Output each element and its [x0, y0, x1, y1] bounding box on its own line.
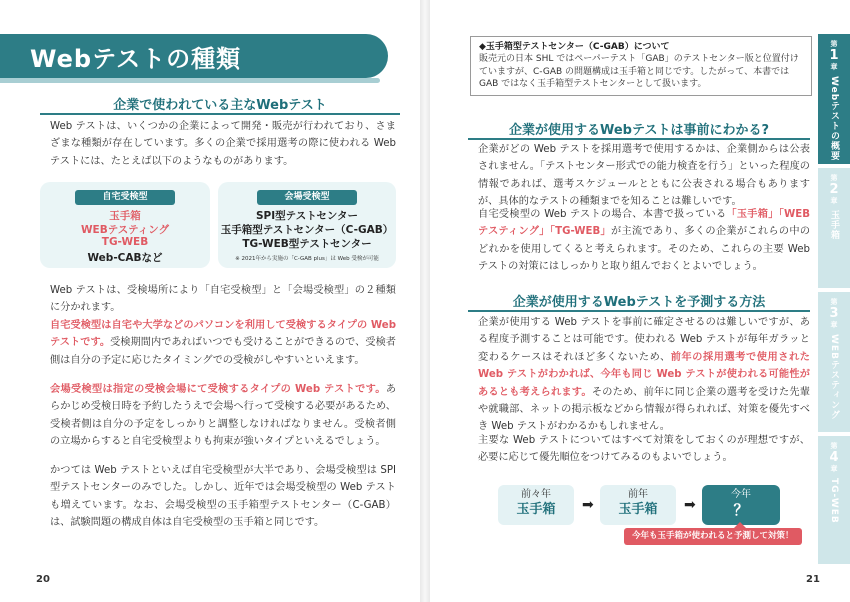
flow-step-two-years-ago — [498, 485, 574, 525]
main-tests-highlight: 「玉手箱」「WEBテスティング」「TG-WEB」 — [478, 209, 810, 238]
body-paragraph: Web テストは、受検場所により「自宅受検型」と「会場受検型」の２種類に分かれます。 — [50, 285, 396, 314]
home-test-tag: 自宅受検型 — [75, 190, 175, 205]
predict-paragraph: 企業が使用する Web テストを事前に確定させるのは難しいですが、ある程度予測することは可能です。使われる Web テストが毎年ガラッと変わるケースはそれほど多くないため、前年の採用選考で使用された Web テストがわかれば、今年も同じ Web テストが使われる可能性があるとも考えられます。そのため、前年に同じ企業の選考を受けた先輩や就職部、ネットの掲示板などから情報が得られれば、対策を優先すべき Web テストがわかるかもしれません。 — [478, 317, 810, 433]
venue-test-paragraph — [40, 381, 396, 451]
section-heading-known-in-advance: 企業が使用するWebテストは事前にわかる? — [508, 123, 770, 138]
intro-paragraph: Web テストは、いくつかの企業によって開発・販売が行われており、さまざまな種類が存在しています。多くの企業で採用選考の際に使われる Web テストには、たとえば以下のようなものがあります。 — [50, 121, 396, 167]
section-heading-underline — [468, 310, 810, 312]
flow-step-label: 今年 — [731, 489, 751, 500]
predict-highlight: 前年の採用選考で使用された Web テストがわかれば、今年も同じ Web テストが使われる可能性があるとも考えられます。 — [478, 351, 810, 398]
flow-step-label: 前年 — [628, 489, 648, 500]
chapter-tab-2[interactable]: 第 2 章 玉手箱 — [818, 168, 850, 288]
cgab-note-title: ◆玉手箱型テストセンター（C-GAB）について — [479, 42, 670, 52]
venue-test-box — [218, 182, 396, 268]
venue-test-highlight: 会場受検型は指定の受検会場にて受検するタイプの Web テストです。 — [50, 384, 386, 395]
chapter-tab-label: WEBテスティング — [829, 334, 839, 420]
home-test-item: Web-CABなど — [87, 252, 163, 264]
flow-step-value: 玉手箱 — [516, 502, 556, 517]
chapter-tab-4[interactable]: 第 4 章 TG-WEB — [818, 436, 850, 564]
venue-test-tag: 会場受検型 — [257, 190, 357, 205]
chapter-tab-label: 玉手箱 — [829, 210, 839, 240]
known-in-advance-paragraph: 企業がどの Web テストを採用選考で使用するかは、企業側からは公表されません。「テストセンター形式での能力検査を行う」といった程度の情報であれば、選考スケジュールとともに公表される場合もありますが、具体的なテストの種類までを知ることは難しいです。 — [478, 144, 810, 208]
venue-test-item: TG-WEB型テストセンター — [242, 238, 372, 250]
home-test-item: 玉手箱 — [109, 210, 141, 222]
venue-test-item: 玉手箱型テストセンター（C-GAB） — [220, 224, 394, 236]
cgab-note-body: 販売元の日本 SHL ではペーパーテスト「GAB」のテストセンター版と位置付けていますが、C-GAB の問題構成は玉手箱と同じです。したがって、本書ではGAB ではなく玉手箱型テストセンターとして扱います。 — [479, 54, 799, 89]
chapter-tab-label: TG-WEB — [829, 478, 839, 524]
arrow-right-icon: ➡ — [684, 497, 696, 513]
flow-step-label: 前々年 — [521, 489, 551, 500]
flow-step-last-year — [600, 485, 676, 525]
page-number-left: 20 — [36, 574, 50, 585]
section-heading-predict: 企業が使用するWebテストを予測する方法 — [512, 295, 766, 310]
chapter-tab-1[interactable]: 第 1 章 Webテストの概要 — [818, 34, 850, 164]
arrow-right-icon: ➡ — [582, 497, 594, 513]
title-banner — [0, 34, 388, 78]
flow-step-this-year — [702, 485, 780, 525]
chapter-tab-3[interactable]: 第 3 章 WEBテスティング — [818, 292, 850, 432]
home-test-text: 受検期間内であればいつでも受けることができるので、受検者側は自分の予定に応じたタイミングでの受検がしやすいといえます。 — [50, 337, 396, 366]
page-title: Webテストの種類 — [30, 45, 242, 73]
section-heading-underline — [468, 138, 810, 140]
venue-test-note: ※ 2021年から実施の「C-GAB plus」は Web 受検が可能 — [235, 256, 379, 262]
chapter-tab-label: Webテストの概要 — [829, 76, 839, 162]
home-test-item: WEBテスティング — [80, 224, 170, 236]
flow-step-value: 玉手箱 — [618, 502, 658, 517]
flow-step-value: ？ — [733, 501, 749, 519]
cgab-note-box — [470, 36, 812, 96]
main-tests-paragraph: 自宅受検型の Web テストの場合、本書で扱っている「玉手箱」「WEBテスティング」「TG-WEB」が主流であり、多くの企業がこれらの中のどれかを使用してくると考えられます。そのため、これらの主要 Web テストの対策にはしっかりと取り組んでおくとよいでしょう。 — [478, 209, 811, 273]
home-test-item: TG-WEB — [101, 236, 149, 248]
section-heading-underline — [40, 113, 400, 115]
page-number-right: 21 — [806, 574, 820, 585]
venue-test-text: あらかじめ受検日時を予約したうえで会場へ行って受検する必要があるため、受検者側は自分の予定をしっかりと調整しなければなりません。受検者側の立場からすると自宅受検型よりも拘束が強いタイプといえるでしょう。 — [50, 384, 396, 448]
prediction-callout: 今年も玉手箱が使われると予測して対策！ — [624, 528, 802, 545]
venue-test-item: SPI型テストセンター — [255, 210, 358, 222]
priority-paragraph: 主要な Web テストについてはすべて対策をしておくのが理想ですが、必要に応じて優先順位をつけてみるのもよいでしょう。 — [478, 435, 810, 464]
home-test-highlight: 自宅受検型は自宅や大学などのパソコンを利用して受検するタイプの Web テストです。 — [50, 320, 396, 349]
book-gutter — [420, 0, 430, 602]
section-heading-main-webtests: 企業で使われている主なWebテスト — [113, 98, 327, 113]
chapter-index-tabs — [818, 34, 850, 564]
home-test-box — [40, 182, 210, 268]
history-paragraph: かつては Web テストといえば自宅受検型が大半であり、会場受検型は SPI 型テストセンターのみでした。しかし、近年では会場受検型の Web テストも増えています。なお、会場受検型の玉手箱型テストセンター（C-GAB）は、試験問題の構成自体は自宅受検型の玉手箱と同じです。 — [50, 465, 396, 529]
home-test-paragraph — [40, 317, 396, 369]
